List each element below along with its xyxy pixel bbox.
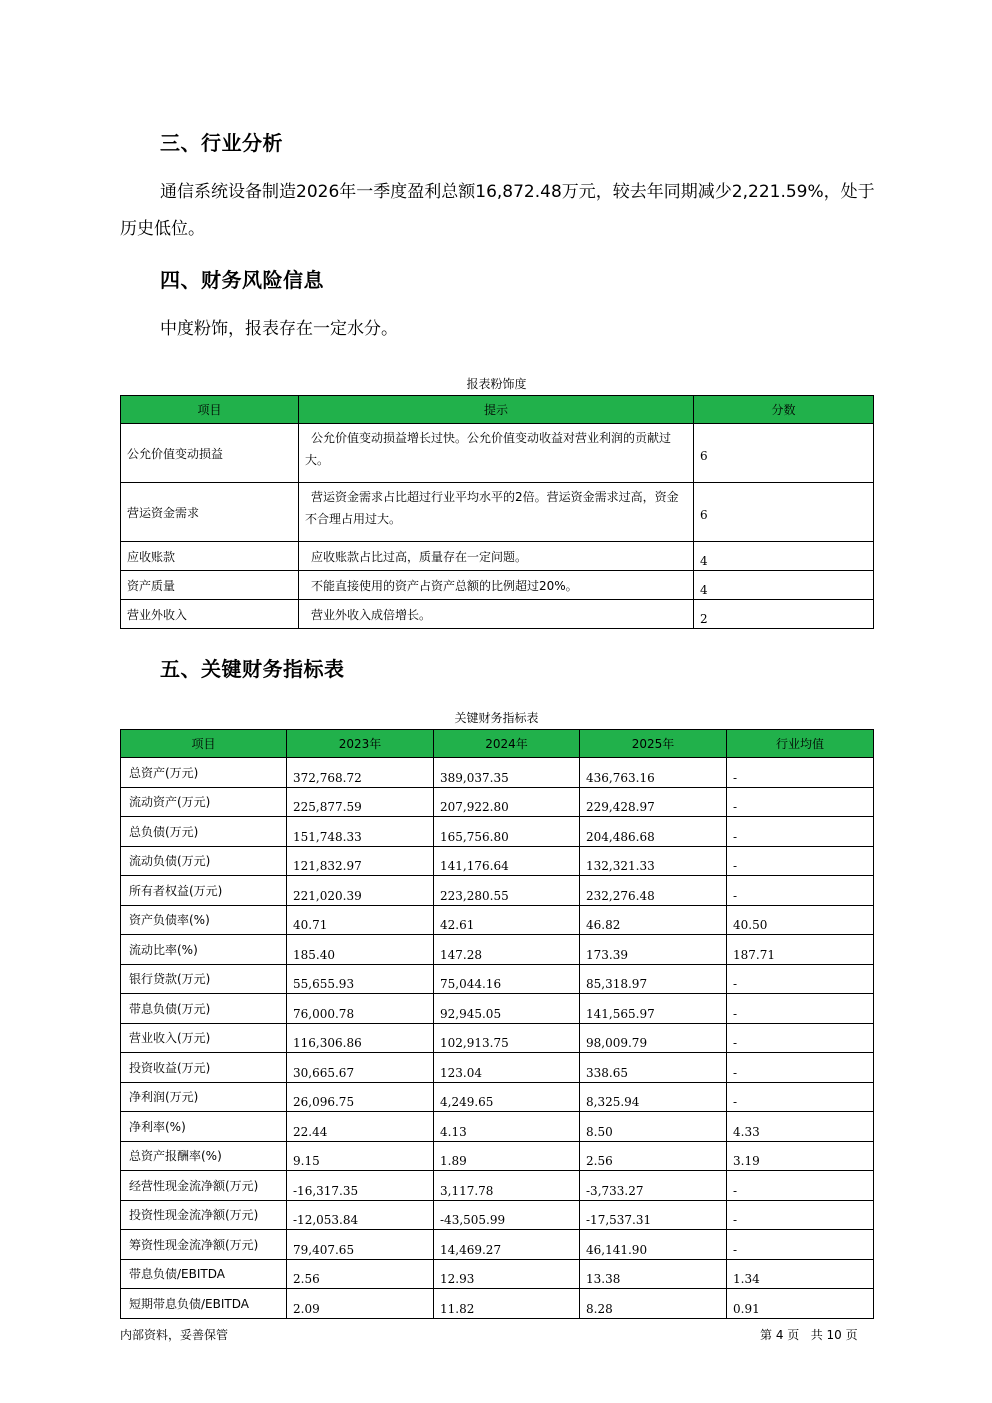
indicator-name-cell: 银行贷款(万元) <box>121 964 287 994</box>
indicator-value-cell: 1.89 <box>434 1141 580 1171</box>
risk-item-cell: 应收账款 <box>121 542 299 571</box>
indicator-value-cell: 4.13 <box>434 1112 580 1142</box>
indicator-value-cell: 123.04 <box>434 1053 580 1083</box>
indicator-name-cell: 流动资产(万元) <box>121 787 287 817</box>
risk-item-cell: 营运资金需求 <box>121 483 299 542</box>
table-row <box>121 876 874 906</box>
indicator-value-cell: 151,748.33 <box>287 817 434 847</box>
indicator-value-cell: 12.93 <box>434 1259 580 1289</box>
indicator-value-cell: - <box>727 1053 874 1083</box>
indicator-name-cell: 净利率(%) <box>121 1112 287 1142</box>
indicator-value-cell: 3.19 <box>727 1141 874 1171</box>
indicator-name-cell: 总资产报酬率(%) <box>121 1141 287 1171</box>
indicator-value-cell: - <box>727 1082 874 1112</box>
indicator-value-cell: 225,877.59 <box>287 787 434 817</box>
indicator-value-cell: 389,037.35 <box>434 758 580 788</box>
indicator-name-cell: 资产负债率(%) <box>121 905 287 935</box>
indicator-value-cell: 30,665.67 <box>287 1053 434 1083</box>
indicator-name-cell: 带息负债(万元) <box>121 994 287 1024</box>
table-row <box>121 1259 874 1289</box>
indicator-value-cell: 3,117.78 <box>434 1171 580 1201</box>
table-row <box>121 758 874 788</box>
risk-item-cell: 营业外收入 <box>121 600 299 629</box>
risk-score-cell: 2 <box>694 600 874 629</box>
risk-score-cell: 4 <box>694 571 874 600</box>
indicator-value-cell: - <box>727 1200 874 1230</box>
table-row <box>121 1171 874 1201</box>
indicator-value-cell: 102,913.75 <box>434 1023 580 1053</box>
indicator-name-cell: 所有者权益(万元) <box>121 876 287 906</box>
col-header: 提示 <box>299 396 694 424</box>
indicator-value-cell: - <box>727 787 874 817</box>
indicator-value-cell: 141,176.64 <box>434 846 580 876</box>
indicator-value-cell: - <box>727 1023 874 1053</box>
indicator-value-cell: 79,407.65 <box>287 1230 434 1260</box>
table-row <box>121 994 874 1024</box>
col-header: 项目 <box>121 730 287 758</box>
indicator-name-cell: 筹资性现金流净额(万元) <box>121 1230 287 1260</box>
indicator-value-cell: - <box>727 1171 874 1201</box>
col-header: 2024年 <box>434 730 580 758</box>
table-row <box>121 424 874 483</box>
footer-page-number: 第 4 页 共 10 页 <box>760 1328 858 1342</box>
table-header-row <box>121 396 874 424</box>
indicator-value-cell: 46,141.90 <box>580 1230 727 1260</box>
section3-heading: 三、行业分析 <box>160 131 283 155</box>
col-header: 项目 <box>121 396 299 424</box>
section4-heading: 四、财务风险信息 <box>160 268 324 292</box>
indicator-value-cell: 338.65 <box>580 1053 727 1083</box>
risk-hint-cell: 营业外收入成倍增长。 <box>299 600 694 629</box>
indicator-value-cell: 223,280.55 <box>434 876 580 906</box>
key-financial-indicators-table <box>120 729 874 1319</box>
window-dressing-table <box>120 395 874 629</box>
indicator-value-cell: -3,733.27 <box>580 1171 727 1201</box>
indicator-value-cell: 2.56 <box>580 1141 727 1171</box>
indicator-value-cell: 2.56 <box>287 1259 434 1289</box>
indicator-value-cell: 11.82 <box>434 1289 580 1319</box>
indicator-value-cell: 185.40 <box>287 935 434 965</box>
indicator-name-cell: 流动负债(万元) <box>121 846 287 876</box>
indicator-name-cell: 流动比率(%) <box>121 935 287 965</box>
indicator-value-cell: 14,469.27 <box>434 1230 580 1260</box>
table1-caption: 报表粉饰度 <box>466 377 527 391</box>
table-row <box>121 905 874 935</box>
table-row <box>121 542 874 571</box>
indicator-value-cell: 22.44 <box>287 1112 434 1142</box>
indicator-value-cell: -12,053.84 <box>287 1200 434 1230</box>
table-row <box>121 1200 874 1230</box>
table2-caption: 关键财务指标表 <box>454 711 539 725</box>
indicator-name-cell: 投资性现金流净额(万元) <box>121 1200 287 1230</box>
table-row <box>121 964 874 994</box>
indicator-value-cell: 92,945.05 <box>434 994 580 1024</box>
indicator-name-cell: 总资产(万元) <box>121 758 287 788</box>
indicator-value-cell: 76,000.78 <box>287 994 434 1024</box>
indicator-value-cell: 372,768.72 <box>287 758 434 788</box>
indicator-value-cell: 436,763.16 <box>580 758 727 788</box>
section3-text-line1: 通信系统设备制造2026年一季度盈利总额16,872.48万元，较去年同期减少2,221.59%，处于 <box>160 182 875 202</box>
indicator-name-cell: 总负债(万元) <box>121 817 287 847</box>
indicator-value-cell: -43,505.99 <box>434 1200 580 1230</box>
risk-score-cell: 6 <box>694 424 874 483</box>
table-row <box>121 846 874 876</box>
indicator-value-cell: 165,756.80 <box>434 817 580 847</box>
indicator-value-cell: 9.15 <box>287 1141 434 1171</box>
indicator-name-cell: 投资收益(万元) <box>121 1053 287 1083</box>
indicator-value-cell: 4.33 <box>727 1112 874 1142</box>
indicator-value-cell: 2.09 <box>287 1289 434 1319</box>
table-row <box>121 1023 874 1053</box>
indicator-value-cell: 207,922.80 <box>434 787 580 817</box>
indicator-value-cell: - <box>727 1230 874 1260</box>
table-row <box>121 935 874 965</box>
section4-text: 中度粉饰，报表存在一定水分。 <box>160 319 398 339</box>
risk-score-cell: 6 <box>694 483 874 542</box>
indicator-value-cell: -16,317.35 <box>287 1171 434 1201</box>
indicator-value-cell: -17,537.31 <box>580 1200 727 1230</box>
indicator-value-cell: 46.82 <box>580 905 727 935</box>
table-row <box>121 787 874 817</box>
indicator-value-cell: 204,486.68 <box>580 817 727 847</box>
indicator-value-cell: 26,096.75 <box>287 1082 434 1112</box>
risk-hint-cell: 公允价值变动损益增长过快。公允价值变动收益对营业利润的贡献过大。 <box>299 424 694 483</box>
indicator-value-cell: 8.50 <box>580 1112 727 1142</box>
indicator-name-cell: 营业收入(万元) <box>121 1023 287 1053</box>
table-row <box>121 1053 874 1083</box>
col-header: 行业均值 <box>727 730 874 758</box>
indicator-value-cell: - <box>727 758 874 788</box>
indicator-value-cell: - <box>727 994 874 1024</box>
indicator-value-cell: 232,276.48 <box>580 876 727 906</box>
table-row <box>121 1141 874 1171</box>
indicator-value-cell: - <box>727 876 874 906</box>
table-row <box>121 483 874 542</box>
footer-confidential: 内部资料，妥善保管 <box>120 1328 229 1342</box>
indicator-value-cell: - <box>727 817 874 847</box>
indicator-name-cell: 短期带息负债/EBITDA <box>121 1289 287 1319</box>
indicator-name-cell: 带息负债/EBITDA <box>121 1259 287 1289</box>
indicator-value-cell: 55,655.93 <box>287 964 434 994</box>
indicator-value-cell: 85,318.97 <box>580 964 727 994</box>
indicator-value-cell: 173.39 <box>580 935 727 965</box>
risk-item-cell: 公允价值变动损益 <box>121 424 299 483</box>
col-header: 2023年 <box>287 730 434 758</box>
risk-hint-cell: 不能直接使用的资产占资产总额的比例超过20%。 <box>299 571 694 600</box>
table-header-row <box>121 730 874 758</box>
indicator-value-cell: 221,020.39 <box>287 876 434 906</box>
indicator-value-cell: 8.28 <box>580 1289 727 1319</box>
indicator-value-cell: 121,832.97 <box>287 846 434 876</box>
indicator-name-cell: 经营性现金流净额(万元) <box>121 1171 287 1201</box>
table-row <box>121 1230 874 1260</box>
table-row <box>121 600 874 629</box>
indicator-value-cell: - <box>727 964 874 994</box>
table-row <box>121 1289 874 1319</box>
table-row <box>121 817 874 847</box>
indicator-value-cell: 141,565.97 <box>580 994 727 1024</box>
indicator-value-cell: 1.34 <box>727 1259 874 1289</box>
col-header: 2025年 <box>580 730 727 758</box>
indicator-value-cell: 116,306.86 <box>287 1023 434 1053</box>
risk-score-cell: 4 <box>694 542 874 571</box>
indicator-value-cell: 8,325.94 <box>580 1082 727 1112</box>
indicator-value-cell: - <box>727 846 874 876</box>
risk-hint-cell: 应收账款占比过高，质量存在一定问题。 <box>299 542 694 571</box>
indicator-name-cell: 净利润(万元) <box>121 1082 287 1112</box>
indicator-value-cell: 98,009.79 <box>580 1023 727 1053</box>
risk-item-cell: 资产质量 <box>121 571 299 600</box>
indicator-value-cell: 132,321.33 <box>580 846 727 876</box>
indicator-value-cell: 187.71 <box>727 935 874 965</box>
indicator-value-cell: 147.28 <box>434 935 580 965</box>
col-header: 分数 <box>694 396 874 424</box>
table-row <box>121 571 874 600</box>
indicator-value-cell: 40.71 <box>287 905 434 935</box>
risk-hint-cell: 营运资金需求占比超过行业平均水平的2倍。营运资金需求过高，资金不合理占用过大。 <box>299 483 694 542</box>
table-row <box>121 1082 874 1112</box>
indicator-value-cell: 13.38 <box>580 1259 727 1289</box>
section3-text-line2: 历史低位。 <box>120 219 205 239</box>
indicator-value-cell: 42.61 <box>434 905 580 935</box>
table-row <box>121 1112 874 1142</box>
indicator-value-cell: 0.91 <box>727 1289 874 1319</box>
section5-heading: 五、关键财务指标表 <box>160 657 345 681</box>
indicator-value-cell: 40.50 <box>727 905 874 935</box>
indicator-value-cell: 75,044.16 <box>434 964 580 994</box>
indicator-value-cell: 4,249.65 <box>434 1082 580 1112</box>
indicator-value-cell: 229,428.97 <box>580 787 727 817</box>
